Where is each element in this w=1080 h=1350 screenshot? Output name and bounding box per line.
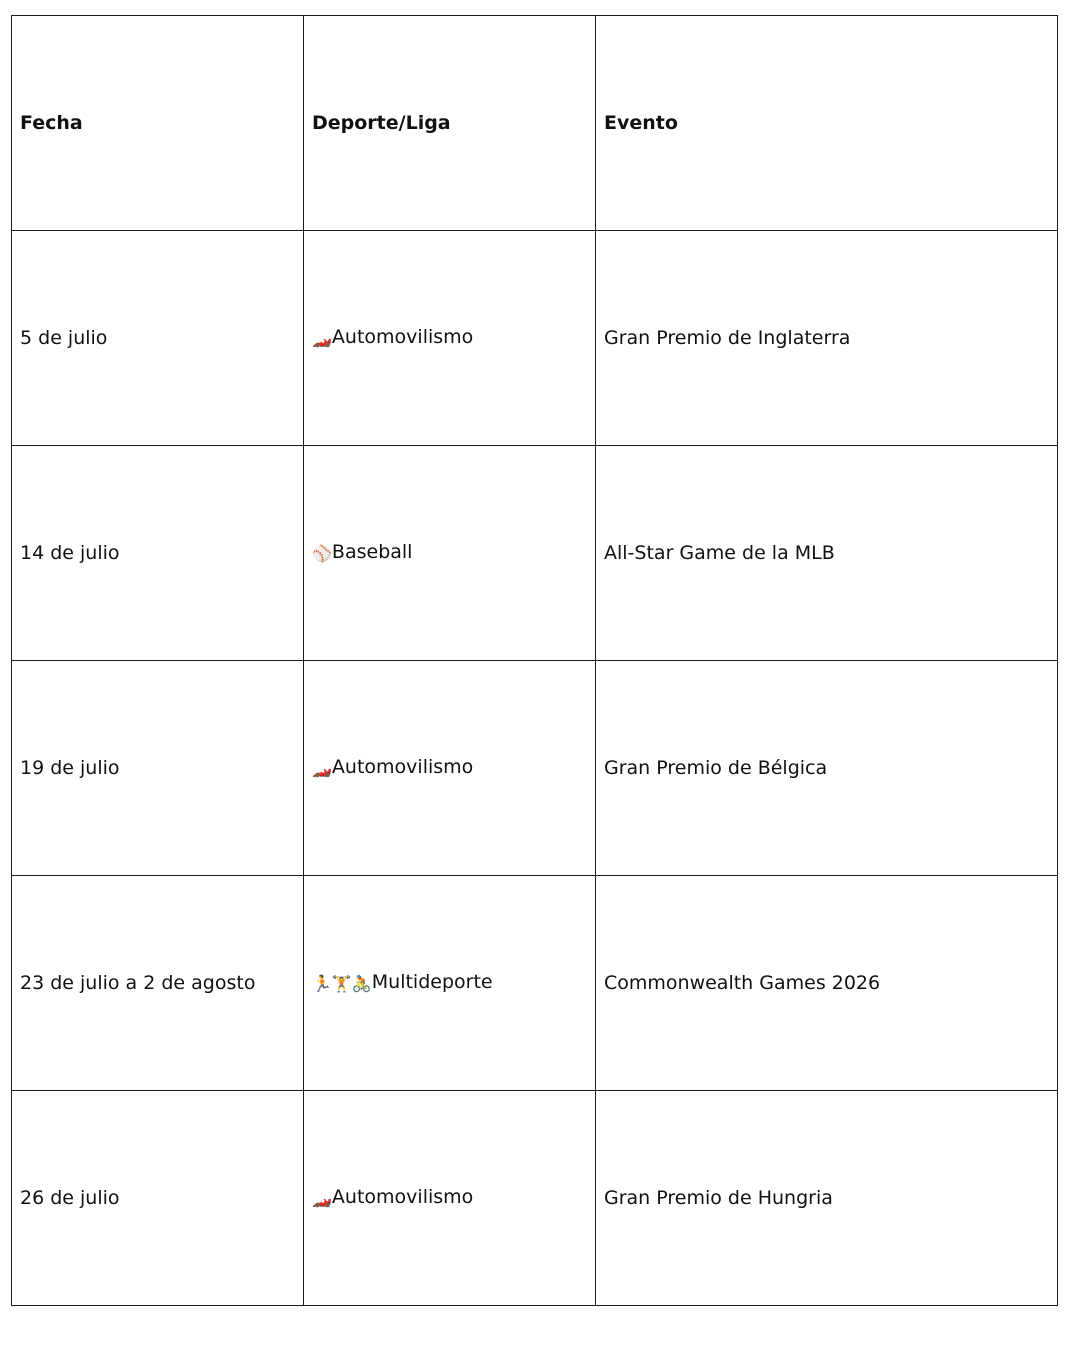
- table-row: [12, 231, 1058, 446]
- multisport-icons: 🏃🏋️🚴: [312, 974, 372, 993]
- cell-evento: Gran Premio de Inglaterra: [596, 231, 1058, 446]
- sport-label: Automovilismo: [331, 756, 474, 778]
- cell-fecha: 26 de julio: [12, 1091, 304, 1306]
- sport-label: Automovilismo: [331, 326, 474, 348]
- cell-fecha: 5 de julio: [12, 231, 304, 446]
- cell-evento: Gran Premio de Hungria: [596, 1091, 1058, 1306]
- cell-evento: Gran Premio de Bélgica: [596, 661, 1058, 876]
- cell-deporte: [304, 446, 596, 661]
- header-deporte-liga: Deporte/Liga: [304, 16, 596, 231]
- race-car-icon: 🏎️: [312, 759, 332, 778]
- cell-deporte: [304, 1091, 596, 1306]
- header-fecha: Fecha: [12, 16, 304, 231]
- cell-fecha: 23 de julio a 2 de agosto: [12, 876, 304, 1091]
- cell-deporte: [304, 231, 596, 446]
- race-car-icon: 🏎️: [312, 1189, 332, 1208]
- sport-label: Baseball: [331, 541, 413, 563]
- table-row: [12, 661, 1058, 876]
- cell-fecha: 14 de julio: [12, 446, 304, 661]
- cell-deporte: [304, 661, 596, 876]
- sport-label: Automovilismo: [331, 1186, 474, 1208]
- cell-evento: Commonwealth Games 2026: [596, 876, 1058, 1091]
- baseball-icon: ⚾: [312, 544, 332, 563]
- header-row: [12, 16, 1058, 231]
- table-row: [12, 446, 1058, 661]
- table-row: [12, 1091, 1058, 1306]
- table-row: [12, 876, 1058, 1091]
- events-table: [11, 15, 1058, 1306]
- header-evento: Evento: [596, 16, 1058, 231]
- cell-fecha: 19 de julio: [12, 661, 304, 876]
- cell-deporte: [304, 876, 596, 1091]
- race-car-icon: 🏎️: [312, 329, 332, 348]
- cell-evento: All-Star Game de la MLB: [596, 446, 1058, 661]
- sport-label: Multideporte: [371, 971, 493, 993]
